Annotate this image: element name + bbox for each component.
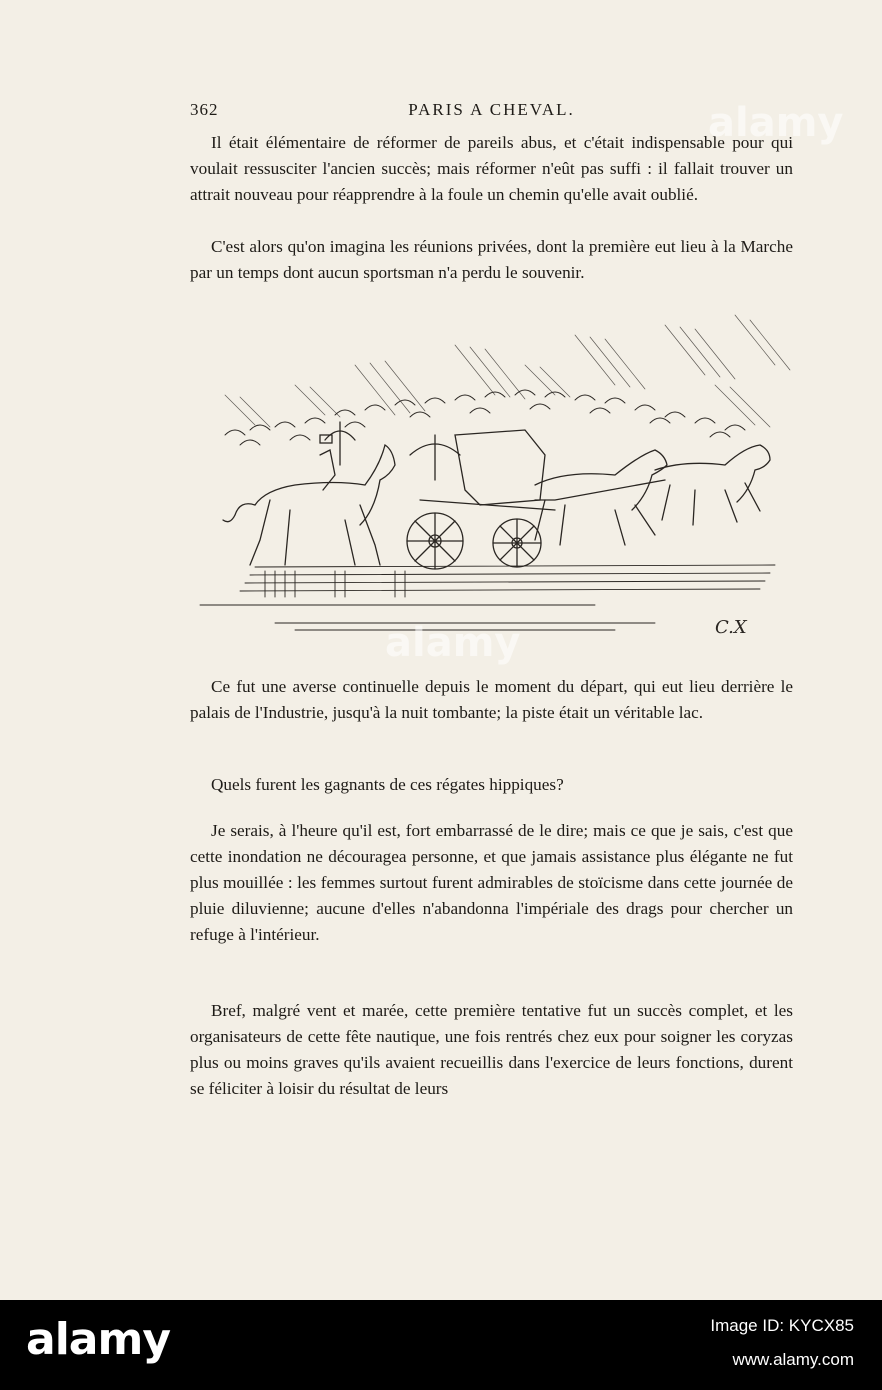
image-id-label: Image ID: KYCX85 [710,1316,854,1335]
horse-and-rider [223,422,395,565]
alamy-watermark-bar [0,1300,882,1390]
paragraph-4: Quels furent les gagnants de ces régates hippiques? [211,775,564,794]
rain-carriage-illustration [195,305,795,650]
umbrella-crowd [225,390,745,445]
ground-lines [200,565,775,630]
paragraph-1: Il était élémentaire de réformer de pareils abus, et c'était indispensable pour qui voulait ressusciter l'ancien succès; mais réformer n'eût pas suffi : il fallait trouver un attrait nouveau pour réapprendre à la foule un chemin qu'elle avait oublié. [190,133,793,204]
carriage-horses [535,445,770,545]
site-url: www.alamy.com [732,1350,854,1369]
carriage [407,430,555,569]
running-title: PARIS A CHEVAL. [408,100,575,119]
page-header [190,100,793,124]
illustration-signature: C.X [715,617,747,638]
paragraph-3: Ce fut une averse continuelle depuis le moment du départ, qui eut lieu derrière le palais de l'Industrie, jusqu'à la nuit tombante; la piste était un véritable lac. [190,677,793,722]
alamy-logo: alamy [26,1314,170,1365]
rain-hatching [225,315,790,427]
paragraph-5: Je serais, à l'heure qu'il est, fort embarrassé de le dire; mais ce que je sais, c'est que cette inondation ne découragea personne, et que jamais assistance plus élégante ne fut plus mouillée : les femmes surtout furent admirables de stoïcisme dans cette journée de pluie diluvienne; aucune d'elles n'abandonna l'impériale des drags pour chercher un refuge à l'intérieur. [190,821,793,944]
paragraph-6: Bref, malgré vent et marée, cette première tentative fut un succès complet, et les organisateurs de cette fête nautique, une fois rentrés chez eux pour soigner les coryzas plus ou moins graves qu'ils avaient recueillis dans l'exercice de leurs fonctions, durent se féliciter à loisir du résultat de leurs [190,1001,793,1098]
page-number: 362 [190,100,219,119]
paragraph-2: C'est alors qu'on imagina les réunions privées, dont la première eut lieu à la Marche par un temps dont aucun sportsman n'a perdu le souvenir. [190,237,793,282]
watermark-text: alamy [708,100,844,146]
watermark-text: alamy [385,620,521,666]
